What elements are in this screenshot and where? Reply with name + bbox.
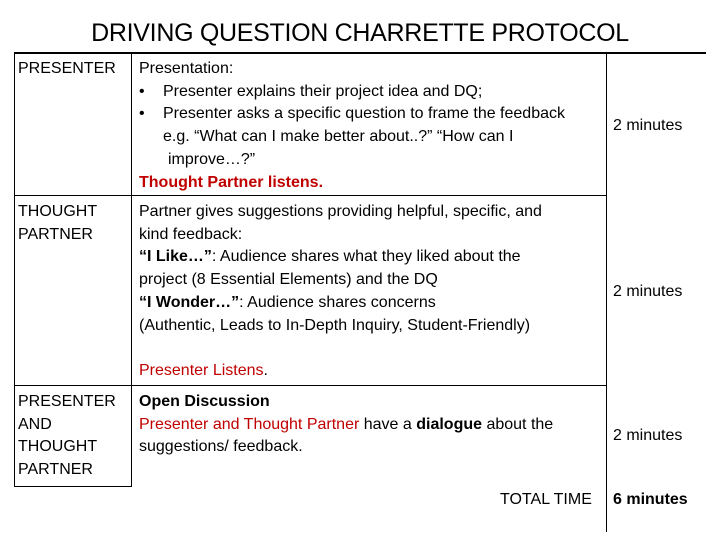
role-thought-partner: [18, 201, 97, 246]
role-presenter-and-partner: [18, 391, 116, 482]
row-closing: Thought Partner listens.: [139, 173, 324, 191]
bullet-continuation: improve…?”: [168, 150, 256, 168]
total-value: 6 minutes: [613, 491, 688, 508]
role-label-line: PARTNER: [18, 461, 93, 479]
bullet-item: • Presenter asks a specific question to frame the feedback: [139, 103, 607, 126]
row-description: [139, 201, 607, 337]
bullet-icon: •: [139, 105, 145, 123]
row-divider-2: [14, 385, 607, 386]
intro-line: Partner gives suggestions providing helpful, specific, and: [139, 203, 542, 220]
wonder-line-2: (Authentic, Leads to In-Depth Inquiry, Student-Friendly): [139, 316, 531, 334]
role-label-line: THOUGHT: [18, 203, 98, 220]
left-border: [14, 52, 15, 486]
bullet-item: • Presenter explains their project idea and DQ;: [139, 81, 607, 104]
row-heading: Open Discussion: [139, 393, 270, 410]
total-label: TOTAL TIME: [500, 491, 592, 508]
time-cell: 2 minutes: [613, 283, 683, 300]
bullet-continuation: e.g. “What can I make better about..?” “How can I: [163, 128, 514, 146]
time-cell: 2 minutes: [613, 427, 683, 444]
role-presenter: [18, 58, 116, 81]
role-label-line: PARTNER: [18, 225, 93, 243]
wonder-line: “I Wonder…”: Audience shares concerns: [139, 293, 436, 311]
row-description: [139, 391, 607, 459]
like-line: “I Like…”: Audience shares what they liked about the: [139, 248, 521, 266]
column-divider-role: [131, 52, 132, 486]
discussion-line: Presenter and Thought Partner have a dialogue about the: [139, 415, 554, 433]
time-cell: 2 minutes: [613, 117, 683, 134]
row-closing: Presenter Listens.: [139, 362, 268, 379]
discussion-line-2: suggestions/ feedback.: [139, 438, 303, 456]
row-heading: Presentation:: [139, 60, 234, 77]
intro-line: kind feedback:: [139, 225, 243, 243]
row-description: [139, 58, 607, 194]
role-label: PRESENTER: [18, 60, 116, 77]
like-line-2: project (8 Essential Elements) and the DQ: [139, 271, 438, 289]
table-bottom-border: [14, 486, 132, 487]
role-label-line: AND: [18, 415, 52, 433]
page-title: DRIVING QUESTION CHARRETTE PROTOCOL: [91, 19, 629, 47]
bullet-icon: •: [139, 82, 145, 100]
row-divider-1: [14, 195, 607, 196]
role-label-line: PRESENTER: [18, 393, 116, 410]
role-label-line: THOUGHT: [18, 438, 98, 456]
title-bar: [14, 14, 706, 54]
